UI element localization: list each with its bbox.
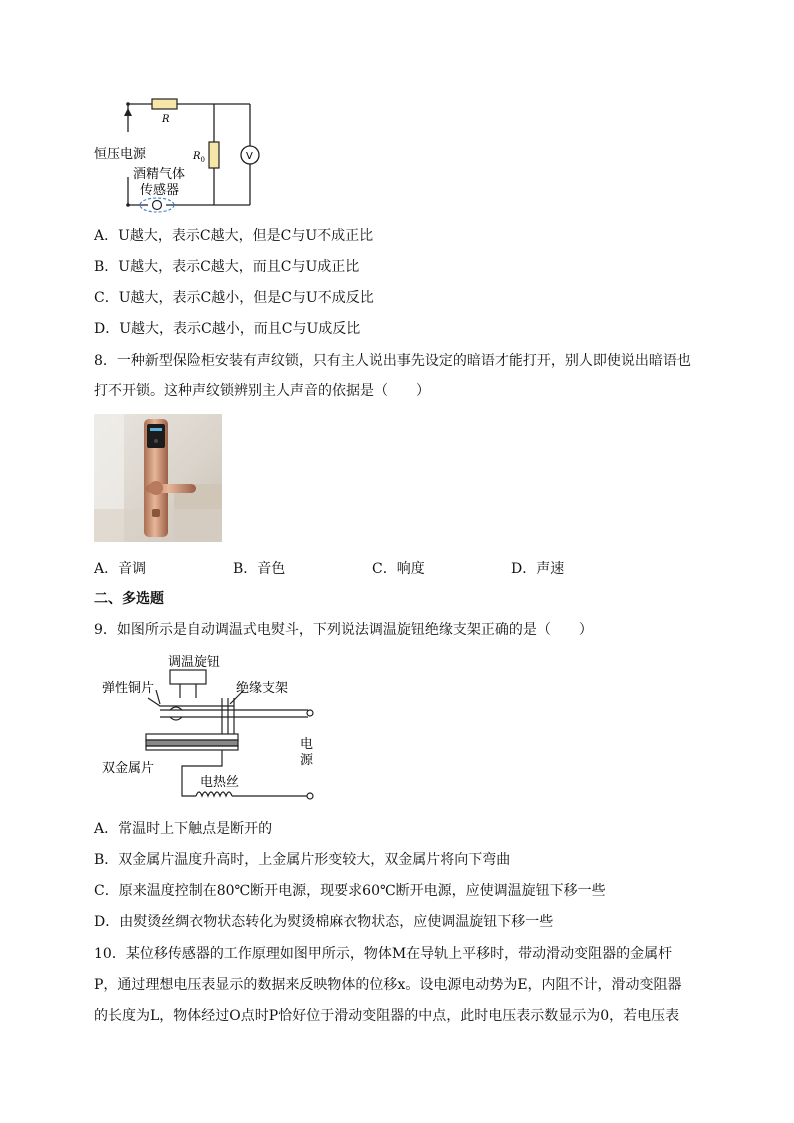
q7-option-b: B．U越大，表示C越大，而且C与U成正比 [94, 259, 360, 275]
resistor-r-label: R [162, 114, 170, 125]
power-label-1: 电 [300, 737, 314, 752]
sensor-label-line2: 传感器 [140, 183, 180, 198]
q9-option-c: C．原来温度控制在80℃断开电源，现要求60℃断开电源，应使调温旋钮下移一些 [94, 883, 606, 899]
q7-option-a: A．U越大，表示C越大，但是C与U不成正比 [94, 228, 374, 244]
power-label-2: 源 [300, 753, 314, 768]
q7-option-c: C．U越大，表示C越小，但是C与U不成反比 [94, 290, 374, 306]
q10-stem-line2: P，通过理想电压表显示的数据来反映物体的位移x。设电源电动势为E，内阻不计，滑动变阻器 [94, 977, 682, 993]
resistor-r0-label: $R_0$ [193, 151, 205, 164]
q8-option-a: A．音调 [94, 561, 147, 577]
q10-stem-line3: 的长度为L，物体经过O点时P恰好位于滑动变阻器的中点，此时电压表示数显示为0，若电压表 [94, 1008, 680, 1024]
knob-label: 调温旋钮 [168, 655, 221, 670]
q10-stem-line1: 10．某位移传感器的工作原理如图甲所示，物体M在导轨上平移时，带动滑动变阻器的金属杆 [94, 946, 673, 962]
q8-stem-line1: 8．一种新型保险柜安装有声纹锁，只有主人说出事先设定的暗语才能打开，别人即使说出暗语也 [94, 353, 691, 369]
resistor-r0 [209, 142, 219, 168]
copper-strip-label: 弹性铜片 [102, 681, 155, 696]
q8-option-d: D．声速 [511, 561, 565, 577]
insulator-label: 绝缘支架 [236, 681, 289, 696]
source-label: 恒压电源 [94, 147, 147, 162]
q9-option-b: B．双金属片温度升高时，上金属片形变较大，双金属片将向下弯曲 [94, 852, 511, 868]
q8-options-row [94, 560, 654, 578]
q8-option-c: C．响度 [372, 561, 425, 577]
section-heading-multiple-choice: 二、多选题 [94, 591, 164, 607]
resistor-r [152, 99, 177, 109]
voice-lock-photo [94, 414, 222, 542]
q9-stem: 9．如图所示是自动调温式电熨斗，下列说法调温旋钮绝缘支架正确的是（ ） [94, 622, 593, 638]
bimetal-label: 双金属片 [102, 761, 155, 776]
q7-option-d: D．U越大，表示C越小，而且C与U成反比 [94, 321, 361, 337]
heater-label: 电热丝 [200, 775, 240, 790]
alcohol-sensor-circuit-figure [90, 92, 270, 217]
sensor-icon [153, 201, 162, 210]
q8-stem-line2: 打不开锁。这种声纹锁辨别主人声音的依据是（ ） [94, 383, 430, 399]
q8-option-b: B．音色 [233, 561, 286, 577]
voltmeter-label: V [246, 151, 253, 162]
electric-iron-figure [96, 650, 336, 805]
sensor-label-line1: 酒精气体 [133, 167, 186, 182]
q9-option-a: A．常温时上下触点是断开的 [94, 821, 273, 837]
q9-option-d: D．由熨烫丝绸衣物状态转化为熨烫棉麻衣物状态，应使调温旋钮下移一些 [94, 914, 554, 930]
